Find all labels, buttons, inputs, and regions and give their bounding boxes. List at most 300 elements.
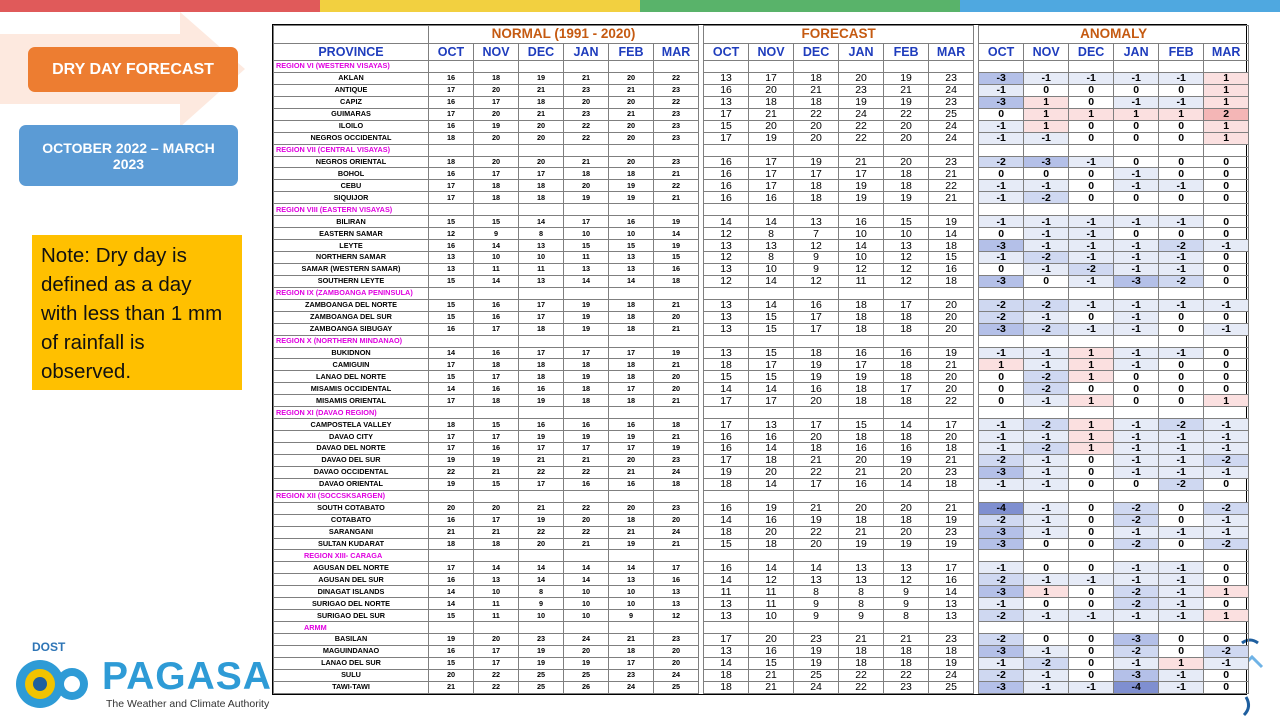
normal-value: 13 <box>654 586 699 598</box>
forecast-value: 23 <box>929 466 974 478</box>
anomaly-value: -1 <box>1069 299 1114 311</box>
normal-value: 20 <box>609 96 654 108</box>
table-row <box>274 657 1249 669</box>
anomaly-value: 1 <box>1069 359 1114 371</box>
anomaly-value: -1 <box>1024 216 1069 228</box>
anomaly-value: 0 <box>1204 216 1249 228</box>
normal-value: 13 <box>519 240 564 252</box>
forecast-value: 14 <box>749 299 794 311</box>
forecast-value: 12 <box>794 240 839 252</box>
anomaly-value: -1 <box>1159 562 1204 574</box>
forecast-value: 22 <box>839 681 884 693</box>
normal-value: 18 <box>474 192 519 204</box>
anomaly-value: -1 <box>1069 240 1114 252</box>
anomaly-value: -1 <box>1159 216 1204 228</box>
anomaly-value: 0 <box>1114 192 1159 204</box>
normal-value: 18 <box>519 323 564 335</box>
empty-cell <box>979 490 1024 502</box>
normal-value: 16 <box>654 574 699 586</box>
empty-cell <box>1159 204 1204 216</box>
anomaly-value: -1 <box>1024 228 1069 240</box>
normal-value: 18 <box>519 192 564 204</box>
normal-value: 13 <box>429 252 474 264</box>
empty-cell <box>519 622 564 634</box>
normal-value: 21 <box>654 395 699 407</box>
forecast-value: 13 <box>749 419 794 431</box>
forecast-value: 18 <box>839 311 884 323</box>
empty-cell <box>1204 622 1249 634</box>
normal-value: 18 <box>474 359 519 371</box>
anomaly-value: -1 <box>979 562 1024 574</box>
forecast-value: 19 <box>704 466 749 478</box>
normal-value: 20 <box>474 108 519 120</box>
anomaly-value: 0 <box>1114 132 1159 144</box>
normal-value: 18 <box>564 383 609 395</box>
normal-value: 21 <box>519 108 564 120</box>
empty-cell <box>929 335 974 347</box>
forecast-value: 12 <box>884 574 929 586</box>
anomaly-value: -3 <box>979 466 1024 478</box>
forecast-value: 19 <box>929 216 974 228</box>
anomaly-value: -1 <box>1024 574 1069 586</box>
empty-cell <box>1114 490 1159 502</box>
province-name: SIQUIJOR <box>274 192 429 204</box>
anomaly-value: -1 <box>1159 96 1204 108</box>
anomaly-value: -2 <box>979 156 1024 168</box>
anomaly-value: -1 <box>1114 419 1159 431</box>
forecast-value: 19 <box>794 371 839 383</box>
empty-cell <box>1024 407 1069 419</box>
anomaly-value: 0 <box>1069 669 1114 681</box>
month-header: MAR <box>654 43 699 61</box>
normal-value: 18 <box>654 419 699 431</box>
normal-value: 17 <box>519 311 564 323</box>
forecast-value: 18 <box>749 454 794 466</box>
empty-cell <box>654 144 699 156</box>
table-row <box>274 359 1249 371</box>
table-row <box>274 669 1249 681</box>
normal-value: 16 <box>564 478 609 490</box>
normal-value: 17 <box>429 431 474 443</box>
month-header: JAN <box>564 43 609 61</box>
normal-value: 12 <box>654 610 699 622</box>
anomaly-value: -1 <box>979 443 1024 455</box>
normal-value: 10 <box>564 610 609 622</box>
normal-value: 18 <box>474 395 519 407</box>
anomaly-value: -1 <box>1114 574 1159 586</box>
forecast-value: 17 <box>749 72 794 84</box>
normal-value: 21 <box>429 681 474 693</box>
forecast-value: 17 <box>839 359 884 371</box>
normal-value: 21 <box>654 168 699 180</box>
forecast-value: 19 <box>839 371 884 383</box>
normal-value: 14 <box>429 586 474 598</box>
forecast-value: 24 <box>794 681 839 693</box>
forecast-value: 18 <box>884 371 929 383</box>
anomaly-value: 0 <box>1069 478 1114 490</box>
forecast-value: 17 <box>794 311 839 323</box>
anomaly-value: 0 <box>1069 192 1114 204</box>
anomaly-value: -1 <box>1159 180 1204 192</box>
forecast-value: 14 <box>884 478 929 490</box>
normal-value: 19 <box>429 454 474 466</box>
empty-cell <box>794 144 839 156</box>
normal-value: 10 <box>609 586 654 598</box>
month-header: JAN <box>839 43 884 61</box>
normal-value: 10 <box>519 610 564 622</box>
anomaly-value: -1 <box>1069 216 1114 228</box>
normal-value: 22 <box>474 681 519 693</box>
normal-value: 18 <box>564 168 609 180</box>
table-row <box>274 443 1249 455</box>
forecast-value: 18 <box>839 383 884 395</box>
normal-value: 18 <box>609 299 654 311</box>
forecast-value: 20 <box>884 502 929 514</box>
forecast-value: 21 <box>749 669 794 681</box>
anomaly-value: -1 <box>1114 443 1159 455</box>
normal-value: 19 <box>564 192 609 204</box>
table-row <box>274 192 1249 204</box>
forecast-value: 20 <box>929 299 974 311</box>
anomaly-value: -1 <box>1069 252 1114 264</box>
anomaly-value: -3 <box>979 72 1024 84</box>
forecast-value: 16 <box>704 84 749 96</box>
anomaly-value: -1 <box>1114 610 1159 622</box>
normal-value: 17 <box>429 359 474 371</box>
province-name: SOUTHERN LEYTE <box>274 275 429 287</box>
empty-cell <box>1069 287 1114 299</box>
empty-cell <box>1069 204 1114 216</box>
forecast-value: 18 <box>884 395 929 407</box>
province-name: DAVAO DEL NORTE <box>274 443 429 455</box>
normal-value: 21 <box>609 84 654 96</box>
anomaly-value: -2 <box>1204 454 1249 466</box>
forecast-value: 18 <box>704 681 749 693</box>
anomaly-value: -1 <box>1024 263 1069 275</box>
empty-cell <box>704 490 749 502</box>
empty-cell <box>794 335 839 347</box>
anomaly-value: -1 <box>1024 395 1069 407</box>
table-row <box>274 466 1249 478</box>
anomaly-value: 1 <box>1024 120 1069 132</box>
table-row <box>274 120 1249 132</box>
normal-value: 11 <box>564 252 609 264</box>
anomaly-value: 0 <box>1024 538 1069 550</box>
group-header-0: NORMAL (1991 - 2020) <box>429 26 699 44</box>
forecast-value: 17 <box>884 299 929 311</box>
forecast-value: 11 <box>839 275 884 287</box>
table-row <box>274 610 1249 622</box>
normal-value: 19 <box>654 240 699 252</box>
forecast-value: 17 <box>929 562 974 574</box>
normal-value: 14 <box>564 562 609 574</box>
forecast-value: 20 <box>749 634 794 646</box>
normal-value: 18 <box>609 311 654 323</box>
anomaly-value: -1 <box>1204 657 1249 669</box>
anomaly-value: 0 <box>979 395 1024 407</box>
empty-cell <box>884 61 929 73</box>
anomaly-value: 0 <box>1204 359 1249 371</box>
anomaly-value: -2 <box>979 299 1024 311</box>
anomaly-value: 0 <box>1069 598 1114 610</box>
empty-cell <box>704 204 749 216</box>
empty-cell <box>1069 144 1114 156</box>
anomaly-value: -1 <box>1114 526 1159 538</box>
forecast-value: 20 <box>794 538 839 550</box>
forecast-value: 19 <box>794 156 839 168</box>
empty-cell <box>979 61 1024 73</box>
normal-value: 14 <box>474 240 519 252</box>
anomaly-value: 0 <box>979 108 1024 120</box>
region-label: REGION XII (SOCCSKSARGEN) <box>274 490 429 502</box>
empty-cell <box>794 490 839 502</box>
normal-value: 19 <box>519 514 564 526</box>
normal-value: 19 <box>654 216 699 228</box>
empty-cell <box>704 144 749 156</box>
table-row <box>274 96 1249 108</box>
forecast-value: 23 <box>929 96 974 108</box>
forecast-value: 18 <box>839 645 884 657</box>
month-header: OCT <box>704 43 749 61</box>
table-row <box>274 323 1249 335</box>
table-row <box>274 84 1249 96</box>
province-name: COTABATO <box>274 514 429 526</box>
table-row <box>274 371 1249 383</box>
forecast-value: 19 <box>839 538 884 550</box>
forecast-value: 19 <box>929 347 974 359</box>
normal-value: 11 <box>474 598 519 610</box>
normal-value: 18 <box>429 156 474 168</box>
forecast-value: 20 <box>929 323 974 335</box>
forecast-value: 13 <box>929 598 974 610</box>
anomaly-value: -2 <box>979 574 1024 586</box>
anomaly-value: 0 <box>1204 252 1249 264</box>
normal-value: 22 <box>564 466 609 478</box>
anomaly-value: -1 <box>1024 454 1069 466</box>
empty-cell <box>1204 335 1249 347</box>
normal-value: 20 <box>609 72 654 84</box>
forecast-value: 13 <box>839 562 884 574</box>
forecast-value: 21 <box>839 526 884 538</box>
empty-cell <box>564 407 609 419</box>
normal-value: 17 <box>519 347 564 359</box>
forecast-value: 23 <box>929 72 974 84</box>
province-name: NEGROS ORIENTAL <box>274 156 429 168</box>
normal-value: 18 <box>609 395 654 407</box>
normal-value: 19 <box>519 395 564 407</box>
anomaly-value: -1 <box>1024 669 1069 681</box>
table-row <box>274 72 1249 84</box>
empty-cell <box>794 550 839 562</box>
normal-value: 18 <box>429 538 474 550</box>
forecast-value: 15 <box>929 252 974 264</box>
normal-value: 20 <box>609 502 654 514</box>
empty-cell <box>839 407 884 419</box>
normal-value: 17 <box>429 192 474 204</box>
empty-cell <box>609 204 654 216</box>
province-name: NEGROS OCCIDENTAL <box>274 132 429 144</box>
anomaly-value: -1 <box>1159 466 1204 478</box>
empty-cell <box>1204 61 1249 73</box>
forecast-value: 18 <box>929 645 974 657</box>
month-header: JAN <box>1114 43 1159 61</box>
anomaly-value: 1 <box>1204 84 1249 96</box>
normal-value: 10 <box>609 598 654 610</box>
normal-value: 15 <box>474 419 519 431</box>
table-row <box>274 514 1249 526</box>
empty-cell <box>564 490 609 502</box>
empty-cell <box>1159 335 1204 347</box>
forecast-value: 17 <box>749 359 794 371</box>
anomaly-value: -1 <box>1159 574 1204 586</box>
month-header: FEB <box>884 43 929 61</box>
empty-cell <box>839 287 884 299</box>
anomaly-value: -1 <box>1204 419 1249 431</box>
anomaly-value: -1 <box>1114 72 1159 84</box>
empty-cell <box>609 335 654 347</box>
forecast-value: 9 <box>794 252 839 264</box>
normal-value: 20 <box>609 120 654 132</box>
forecast-value: 17 <box>704 634 749 646</box>
stripe-1 <box>320 0 640 12</box>
anomaly-value: -2 <box>1114 645 1159 657</box>
forecast-value: 10 <box>839 228 884 240</box>
group-header-2: ANOMALY <box>979 26 1249 44</box>
forecast-value: 21 <box>929 502 974 514</box>
forecast-value: 16 <box>704 562 749 574</box>
empty-cell <box>884 287 929 299</box>
anomaly-value: -1 <box>1114 263 1159 275</box>
anomaly-value: 0 <box>1069 132 1114 144</box>
anomaly-value: 1 <box>1204 72 1249 84</box>
empty-cell <box>1114 335 1159 347</box>
empty-cell <box>429 204 474 216</box>
anomaly-value: 0 <box>1024 634 1069 646</box>
anomaly-value: -1 <box>1159 347 1204 359</box>
forecast-value: 18 <box>839 657 884 669</box>
table-row <box>274 598 1249 610</box>
forecast-value: 18 <box>884 323 929 335</box>
normal-value: 21 <box>519 84 564 96</box>
forecast-period: OCTOBER 2022 – MARCH 2023 <box>19 125 238 186</box>
normal-value: 16 <box>429 514 474 526</box>
forecast-value: 23 <box>929 634 974 646</box>
forecast-value: 13 <box>839 574 884 586</box>
anomaly-value: 0 <box>1069 454 1114 466</box>
forecast-value: 20 <box>884 120 929 132</box>
empty-cell <box>429 61 474 73</box>
empty-cell <box>704 287 749 299</box>
forecast-value: 18 <box>929 275 974 287</box>
province-name: GUIMARAS <box>274 108 429 120</box>
definition-note: Note: Dry day is defined as a day with less than 1 mm of rainfall is observed. <box>32 235 242 390</box>
empty-cell <box>749 335 794 347</box>
forecast-value: 22 <box>884 669 929 681</box>
anomaly-value: -1 <box>1069 681 1114 693</box>
anomaly-value: -1 <box>1159 586 1204 598</box>
pagasa-tagline: The Weather and Climate Authority <box>106 698 270 710</box>
normal-value: 17 <box>429 108 474 120</box>
forecast-value: 19 <box>884 454 929 466</box>
anomaly-value: 0 <box>1024 562 1069 574</box>
normal-value: 18 <box>474 72 519 84</box>
forecast-value: 10 <box>839 252 884 264</box>
forecast-value: 18 <box>929 240 974 252</box>
anomaly-value: -2 <box>1024 299 1069 311</box>
normal-value: 21 <box>519 454 564 466</box>
forecast-value: 19 <box>929 657 974 669</box>
anomaly-value: -1 <box>979 216 1024 228</box>
forecast-value: 19 <box>929 538 974 550</box>
normal-value: 15 <box>474 478 519 490</box>
normal-value: 18 <box>609 168 654 180</box>
normal-value: 16 <box>519 419 564 431</box>
anomaly-value: 0 <box>1204 634 1249 646</box>
province-name: DINAGAT ISLANDS <box>274 586 429 598</box>
anomaly-value: 0 <box>1069 514 1114 526</box>
normal-value: 23 <box>654 634 699 646</box>
anomaly-value: -1 <box>1159 681 1204 693</box>
normal-value: 17 <box>474 168 519 180</box>
anomaly-value: -1 <box>1024 240 1069 252</box>
forecast-value: 19 <box>794 514 839 526</box>
anomaly-value: 1 <box>1204 120 1249 132</box>
anomaly-value: -1 <box>1024 478 1069 490</box>
anomaly-value: -1 <box>1069 156 1114 168</box>
month-header: NOV <box>749 43 794 61</box>
normal-value: 21 <box>609 108 654 120</box>
anomaly-value: -2 <box>979 634 1024 646</box>
empty-cell <box>654 490 699 502</box>
normal-value: 20 <box>654 371 699 383</box>
empty-cell <box>884 204 929 216</box>
normal-value: 20 <box>654 383 699 395</box>
anomaly-value: -2 <box>1024 383 1069 395</box>
empty-cell <box>749 287 794 299</box>
forecast-value: 17 <box>794 478 839 490</box>
empty-cell <box>839 335 884 347</box>
anomaly-value: 0 <box>1159 192 1204 204</box>
anomaly-value: 1 <box>1114 108 1159 120</box>
table-row <box>274 252 1249 264</box>
forecast-value: 14 <box>749 383 794 395</box>
normal-value: 18 <box>429 132 474 144</box>
table-row <box>274 132 1249 144</box>
anomaly-value: -3 <box>979 681 1024 693</box>
anomaly-value: -3 <box>979 586 1024 598</box>
table-row <box>274 502 1249 514</box>
empty-cell <box>1159 490 1204 502</box>
anomaly-value: -1 <box>979 180 1024 192</box>
forecast-value: 13 <box>884 240 929 252</box>
forecast-value: 9 <box>839 610 884 622</box>
forecast-value: 13 <box>704 645 749 657</box>
province-name: DAVAO OCCIDENTAL <box>274 466 429 478</box>
empty-cell <box>884 407 929 419</box>
normal-value: 14 <box>564 275 609 287</box>
normal-value: 11 <box>519 263 564 275</box>
forecast-value: 20 <box>794 120 839 132</box>
normal-value: 14 <box>564 574 609 586</box>
normal-value: 20 <box>654 645 699 657</box>
normal-value: 19 <box>519 72 564 84</box>
anomaly-value: 1 <box>1204 586 1249 598</box>
pagasa-logo <box>14 640 274 715</box>
normal-value: 25 <box>519 681 564 693</box>
table-row <box>274 586 1249 598</box>
normal-value: 16 <box>564 419 609 431</box>
empty-cell <box>1204 490 1249 502</box>
